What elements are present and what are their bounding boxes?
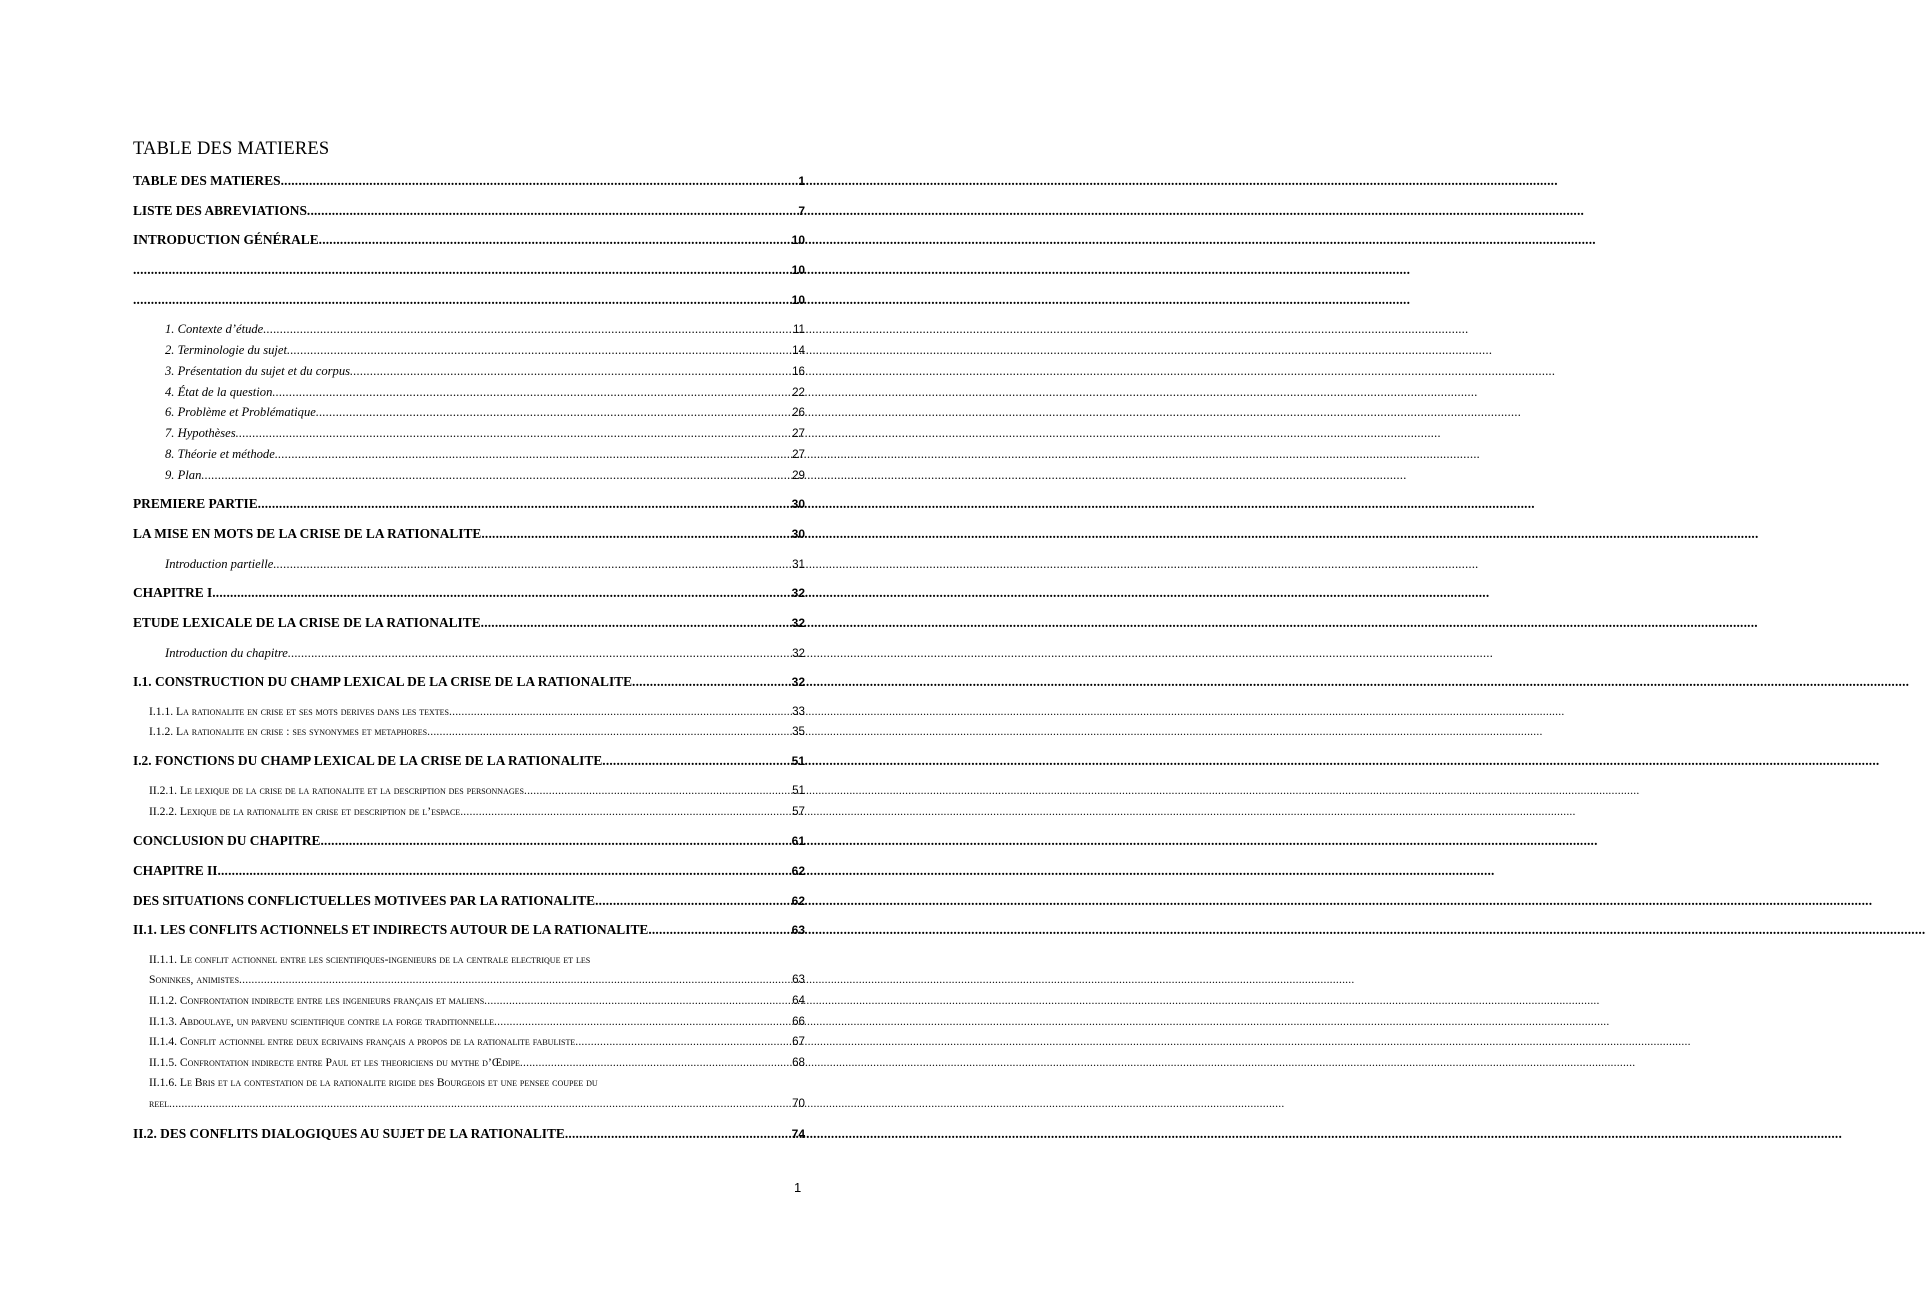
toc-entry[interactable] — [133, 201, 805, 221]
toc-entry-label: 6. Problème et Problématique — [165, 405, 316, 419]
toc-entry-label: Introduction du chapitre — [165, 646, 288, 660]
toc-entry[interactable] — [165, 402, 805, 422]
dot-leader — [494, 1012, 790, 1032]
toc-entry-label: Introduction partielle — [165, 557, 274, 571]
dot-leader — [236, 423, 790, 443]
dot-leader — [524, 781, 790, 801]
toc-entry[interactable] — [149, 991, 805, 1011]
toc-entry-label: 7. Hypothèses — [165, 426, 236, 440]
toc-entry-page: 57 — [792, 805, 805, 818]
toc-entry-page: 66 — [792, 1015, 805, 1028]
dot-leader — [169, 1094, 790, 1114]
toc-entry-label: CHAPITRE II — [133, 863, 218, 878]
toc-entry-page: 29 — [792, 469, 805, 482]
toc-entry-page: 14 — [792, 344, 805, 357]
toc-entry-label: II.2. DES CONFLITS DIALOGIQUES AU SUJET DE LA RATIONALITE — [133, 1126, 565, 1141]
toc-entry[interactable] — [149, 1032, 805, 1052]
toc-entry-label: II.2.2. Lexique de la rationalite en crise et description de l’espace — [149, 805, 461, 818]
dot-leader — [481, 613, 790, 633]
toc-entry-page: 68 — [792, 1056, 805, 1069]
toc-entry-label: 3. Présentation du sujet et du corpus — [165, 364, 351, 378]
dot-leader — [239, 970, 790, 990]
toc-entry-page: 30 — [791, 497, 805, 511]
dot-leader — [350, 361, 790, 381]
toc-entry[interactable] — [133, 831, 805, 851]
toc-entry[interactable] — [149, 970, 805, 990]
toc-entry-page: 32 — [791, 616, 805, 630]
toc-entry[interactable] — [149, 1094, 805, 1114]
toc-entry-label: 1. Contexte d’étude — [165, 322, 264, 336]
toc-entry-label: DES SITUATIONS CONFLICTUELLES MOTIVEES PAR LA RATIONALITE — [133, 893, 596, 908]
toc-entry-page: 7 — [798, 204, 805, 218]
dot-leader — [287, 340, 790, 360]
dot-leader — [212, 583, 789, 603]
toc-entry[interactable] — [165, 423, 805, 443]
toc-entry-page: 27 — [792, 448, 805, 461]
toc-entry[interactable] — [133, 583, 805, 603]
toc-entry-page: 22 — [792, 386, 805, 399]
dot-leader — [319, 230, 790, 250]
dot-leader — [449, 702, 790, 722]
dot-leader — [460, 802, 790, 822]
toc-entry-label: CONCLUSION DU CHAPITRE — [133, 833, 321, 848]
toc-entry-label: INTRODUCTION GÉNÉRALE — [133, 232, 319, 247]
toc-entry-page: 32 — [791, 675, 805, 689]
dot-leader — [133, 260, 790, 280]
toc-entry-page: 26 — [792, 406, 805, 419]
dot-leader — [275, 444, 790, 464]
toc-entry-page: 10 — [791, 293, 805, 307]
toc-entry[interactable] — [133, 891, 805, 911]
toc-entry[interactable] — [133, 494, 805, 514]
toc-entry-label: ETUDE LEXICALE DE LA CRISE DE LA RATIONALITE — [133, 615, 481, 630]
toc-entry-page: 27 — [792, 427, 805, 440]
toc-entry[interactable] — [133, 260, 805, 280]
toc-entry-wrapped-line[interactable]: II.1.1. Le conflit actionnel entre les scientifiques-ingenieurs de la centrale electrique et les — [149, 953, 591, 966]
toc-entry-page: 62 — [791, 864, 805, 878]
toc-entry-label: II.1.5. Confrontation indirecte entre Paul et les theoriciens du mythe d’Œdipe — [149, 1056, 520, 1069]
toc-entry[interactable] — [165, 643, 805, 663]
toc-entry-label: II.2.1. Le lexique de la crise de la rationalite et la description des personnages — [149, 784, 524, 797]
toc-entry-page: 1 — [798, 174, 805, 188]
toc-entry-page: 62 — [791, 894, 805, 908]
toc-entry-label: II.1. LES CONFLITS ACTIONNELS ET INDIRECTS AUTOUR DE LA RATIONALITE — [133, 922, 649, 937]
toc-entry-page: 51 — [792, 784, 805, 797]
toc-entry-label: Soninkes, animistes — [149, 973, 240, 986]
toc-entry-label: I.1.1. La rationalite en crise et ses mots derives dans les textes — [149, 705, 450, 718]
toc-entry-label: 2. Terminologie du sujet — [165, 343, 287, 357]
toc-entry[interactable] — [133, 171, 805, 191]
dot-leader — [133, 290, 790, 310]
toc-entry-label: II.1.4. Conflit actionnel entre deux ecrivains français a propos de la rationalite fabuliste — [149, 1035, 576, 1048]
toc-entry-label: LA MISE EN MOTS DE LA CRISE DE LA RATIONALITE — [133, 526, 482, 541]
dot-leader — [258, 494, 790, 514]
toc-entry-label: I.1. CONSTRUCTION DU CHAMP LEXICAL DE LA CRISE DE LA RATIONALITE — [133, 674, 633, 689]
dot-leader — [272, 382, 790, 402]
toc-entry[interactable] — [149, 1053, 805, 1073]
toc-entry-page: 10 — [791, 263, 805, 277]
toc-entry[interactable] — [133, 672, 805, 692]
toc-entry[interactable] — [149, 722, 805, 742]
toc-entry[interactable] — [165, 444, 805, 464]
toc-entry-page: 10 — [791, 233, 805, 247]
toc-entry-page: 63 — [791, 923, 805, 937]
dot-leader — [263, 319, 791, 339]
toc-entry-page: 32 — [792, 647, 805, 660]
dot-leader — [565, 1124, 790, 1144]
toc-heading: TABLE DES MATIERES — [133, 139, 330, 159]
dot-leader — [273, 554, 790, 574]
dot-leader — [281, 171, 797, 191]
toc-entry-page: 32 — [791, 586, 805, 600]
toc-entry[interactable] — [149, 1012, 805, 1032]
toc-entry-label: CHAPITRE I — [133, 585, 213, 600]
dot-leader — [520, 1053, 790, 1073]
toc-entry-page: 74 — [791, 1127, 805, 1141]
toc-entry-label: 8. Théorie et méthode — [165, 447, 275, 461]
toc-entry-page: 63 — [792, 973, 805, 986]
toc-entry[interactable] — [133, 613, 805, 633]
toc-entry-label: I.2. FONCTIONS DU CHAMP LEXICAL DE LA CRISE DE LA RATIONALITE — [133, 753, 603, 768]
toc-entry-page: 64 — [792, 994, 805, 1007]
dot-leader — [648, 920, 789, 940]
toc-entry[interactable] — [133, 1124, 805, 1144]
toc-entry[interactable] — [133, 524, 805, 544]
toc-entry-page: 31 — [792, 558, 805, 571]
toc-entry-page: 61 — [791, 834, 805, 848]
toc-entry[interactable] — [149, 802, 805, 822]
dot-leader — [484, 991, 790, 1011]
table-of-contents — [0, 0, 885, 1300]
toc-entry-label: II.1.3. Abdoulaye, un parvenu scientifique contre la forge traditionnelle — [149, 1015, 495, 1028]
dot-leader — [201, 465, 790, 485]
dot-leader — [217, 861, 789, 881]
toc-entry[interactable] — [149, 702, 805, 722]
toc-entry[interactable] — [149, 781, 805, 801]
toc-entry-page: 30 — [791, 527, 805, 541]
toc-entry-label: I.1.2. La rationalite en crise : ses synonymes et metaphores — [149, 725, 428, 738]
toc-entry-label: reel — [149, 1097, 169, 1110]
toc-entry-label: PREMIERE PARTIE — [133, 496, 258, 511]
toc-entry-page: 51 — [791, 754, 805, 768]
toc-entry-page: 67 — [792, 1035, 805, 1048]
toc-entry-label: 4. État de la question — [165, 385, 273, 399]
toc-entry[interactable] — [165, 361, 805, 381]
toc-entry[interactable] — [165, 382, 805, 402]
dot-leader — [307, 201, 796, 221]
toc-entry[interactable] — [165, 319, 805, 339]
dot-leader — [427, 722, 790, 742]
toc-entry-label: TABLE DES MATIERES — [133, 173, 281, 188]
footer-page-number: 1 — [794, 1180, 802, 1195]
toc-entry-page: 16 — [792, 365, 805, 378]
toc-entry[interactable] — [165, 465, 805, 485]
dot-leader — [632, 672, 790, 692]
toc-entry-label: LISTE DES ABREVIATIONS — [133, 203, 307, 218]
toc-entry-wrapped-line[interactable]: II.1.6. Le Bris et la contestation de la rationalite rigide des Bourgeois et une pensee coupee du — [149, 1076, 598, 1089]
toc-entry-page: 33 — [792, 705, 805, 718]
dot-leader — [321, 831, 790, 851]
toc-entry[interactable] — [133, 861, 805, 881]
toc-entry-page: 70 — [792, 1097, 805, 1110]
dot-leader — [595, 891, 790, 911]
toc-entry[interactable] — [165, 554, 805, 574]
toc-entry-label: 9. Plan — [165, 468, 202, 482]
toc-entry[interactable] — [165, 340, 805, 360]
toc-entry[interactable] — [133, 920, 805, 940]
dot-leader — [602, 751, 789, 771]
toc-entry[interactable] — [133, 230, 805, 250]
toc-entry-label: II.1.2. Confrontation indirecte entre les ingenieurs français et maliens — [149, 994, 485, 1007]
toc-entry-page: 11 — [792, 323, 805, 336]
dot-leader — [481, 524, 789, 544]
dot-leader — [288, 643, 790, 663]
toc-entry[interactable] — [133, 290, 805, 310]
toc-entry-page: 35 — [792, 725, 805, 738]
toc-entry[interactable] — [133, 751, 805, 771]
dot-leader — [316, 402, 790, 422]
dot-leader — [575, 1032, 790, 1052]
